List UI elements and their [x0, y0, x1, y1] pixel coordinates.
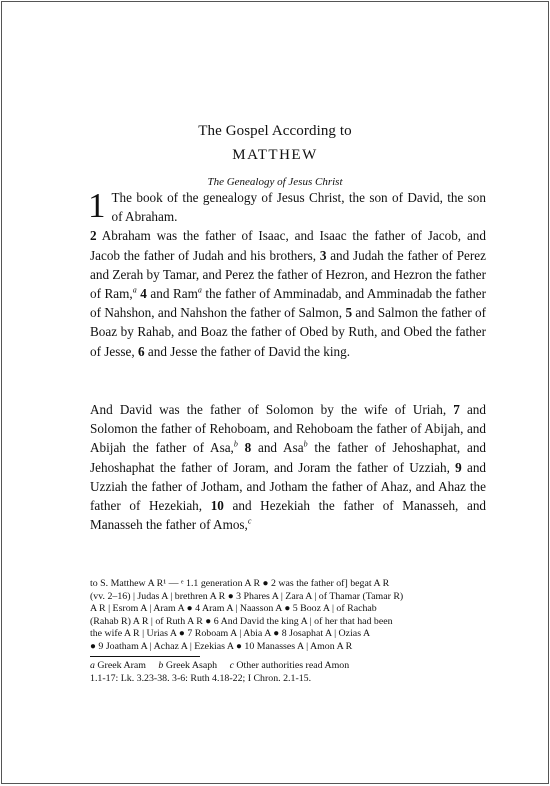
verse-number-3: 3 — [319, 247, 327, 263]
apparatus-line: A R | Esrom A | Aram A ● 4 Aram A | Naasson A ● 5 Booz A | of Rachab — [90, 603, 377, 615]
footnote-c — [230, 660, 350, 671]
verse-9-text: and Uzziah the father of Jotham, and Jotham the father of Ahaz, and Ahaz the father of Hezekiah, — [90, 459, 487, 514]
footnotes — [90, 660, 490, 685]
scripture-page — [1, 1, 549, 784]
verse-7-text: and Solomon the father of Rehoboam, and Rehoboam the father of Abijah, and Abijah the father of Asa, — [90, 402, 486, 456]
chapter-number: 1 — [88, 186, 106, 225]
verse-4-text-b: the father of Amminadab, and Amminadab the father of Nahshon, and Nahshon the father of Salmon, — [90, 286, 487, 321]
verse-number-4: 4 — [140, 286, 147, 302]
footnote-ref-a-2[interactable]: a — [197, 285, 202, 295]
verse-number-6: 6 — [137, 343, 145, 359]
verse-4-text-a: and Ram — [150, 286, 198, 302]
cross-references: 1.1-17: Lk. 3.23-38. 3-6: Ruth 4.18-22; I Chron. 2.1-15. — [90, 672, 312, 684]
verse-1-text: The book of the genealogy of Jesus Christ, the son of David, the son of Abraham. — [111, 190, 486, 225]
verse-number-5: 5 — [345, 305, 353, 321]
verse-3-text: and Judah the father of Perez and Zerah by Tamar, and Perez the father of Hezron, and Hezron the father of Ram, — [90, 247, 487, 302]
verse-8-text-a: and Asa — [257, 440, 304, 456]
footnote-ref-a[interactable]: a — [132, 285, 137, 295]
footnote-c-text: Other authorities read Amon — [236, 660, 350, 671]
footnote-a — [90, 660, 148, 671]
apparatus-line: (Rahab R) A R | of Ruth A R ● 6 And David the king A | of her that had been — [90, 615, 393, 627]
verse-6-text: and Jesse the father of David the king. — [147, 343, 351, 359]
verse-6b-text: And David was the father of Solomon by the wife of Uriah, — [90, 402, 447, 417]
book-title: MATTHEW — [232, 147, 318, 163]
apparatus-line: the wife A R | Urias A ● 7 Roboam A | Abia A ● 8 Josaphat A | Ozias A — [90, 628, 371, 640]
footnote-b — [158, 660, 219, 671]
verse-number-10: 10 — [210, 498, 224, 514]
footnote-a-text: Greek Aram — [97, 660, 146, 671]
footnote-marker-c: c — [229, 660, 234, 671]
paragraph-genealogy-2 — [90, 400, 486, 534]
gospel-heading: The Gospel According to — [198, 123, 352, 139]
verse-number-8: 8 — [244, 440, 252, 456]
apparatus-line: to S. Matthew A R¹ — ᵉ 1.1 generation A R ● 2 was the father of] begat A R — [90, 578, 390, 589]
footnote-ref-b[interactable]: b — [233, 440, 238, 450]
apparatus-line: (vv. 2–16) | Judas A | brethren A R ● 3 Phares A | Zara A | of Thamar (Tamar R) — [90, 590, 404, 602]
verse-2-text: Abraham was the father of Isaac, and Isaac the father of Jacob, and Jacob the father of Judah and his brothers, — [90, 228, 486, 263]
footnote-marker-a: a — [90, 660, 95, 671]
footnote-b-text: Greek Asaph — [165, 660, 218, 671]
footnote-marker-b: b — [158, 660, 164, 671]
footnote-ref-b-2[interactable]: b — [303, 440, 308, 450]
verse-number-2: 2 — [90, 228, 97, 244]
verse-10-text: and Hezekiah the father of Manasseh, and Manasseh the father of Amos, — [90, 498, 487, 533]
verse-8-text-b: the father of Jehoshaphat, and Jehoshaphat the father of Joram, and Joram the father of Uzziah, — [90, 440, 487, 475]
verse-5-text: and Salmon the father of Boaz by Rahab, and Boaz the father of Obed by Ruth, and Obed the father of Jesse, — [90, 305, 487, 359]
verse-number-9: 9 — [455, 459, 462, 475]
paragraph-genealogy-1 — [90, 188, 486, 361]
verse-number-7: 7 — [453, 402, 460, 417]
footnote-ref-c[interactable]: c — [247, 516, 252, 526]
textual-apparatus — [90, 578, 490, 654]
apparatus-line: ● 9 Joatham A | Achaz A | Ezekias A ● 10 Manasses A | Amon A R — [90, 640, 353, 652]
footnote-divider — [90, 656, 200, 657]
section-heading: The Genealogy of Jesus Christ — [207, 176, 343, 188]
